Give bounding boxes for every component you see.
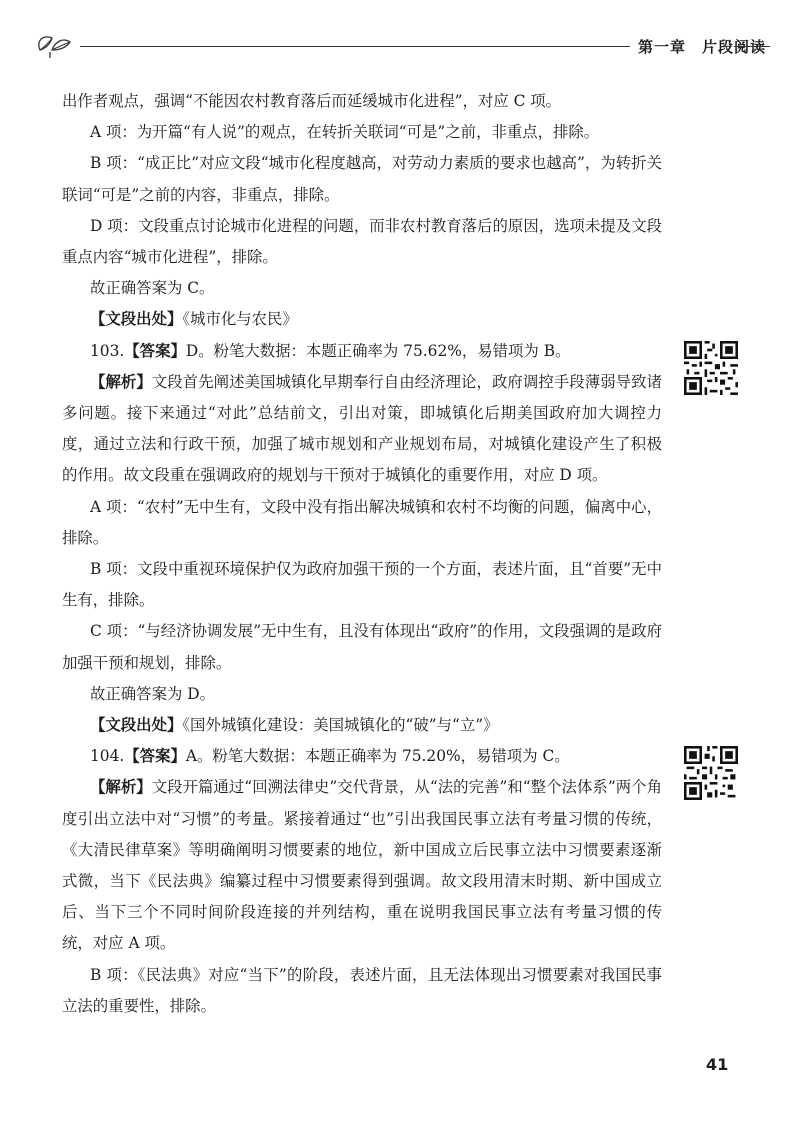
page-body <box>62 86 662 1022</box>
answer-tag: 【答案】 <box>124 747 186 766</box>
paragraph: B 项：文段中重视环境保护仅为政府加强干预的一个方面，表述片面，且“首要”无中生有，排除。 <box>62 560 662 610</box>
paragraph: A 项：为开篇“有人说”的观点，在转折关联词“可是”之前，非重点，排除。 <box>90 123 600 142</box>
source-tag: 【文段出处】 <box>90 310 183 329</box>
answer-tag: 【答案】 <box>124 341 186 360</box>
header-rule-right <box>734 46 770 47</box>
answer-line: 104.【答案】A。粉笔大数据：本题正确率为 75.20%，易错项为 C。 <box>90 747 570 766</box>
paragraph: D 项：文段重点讨论城市化进程的问题，而非农村教育落后的原因，选项未提及文段重点内容“城市化进程”，排除。 <box>62 216 662 267</box>
page-header <box>34 28 770 58</box>
analysis-tag: 【解析】 <box>90 778 152 797</box>
page-number: 41 <box>706 1055 729 1074</box>
analysis-paragraph: 【解析】文段开篇通过“回溯法律史”交代背景，从“法的完善”和“整个法体系”两个角度引出立法中对“习惯”的考量。紧接着通过“也”引出我国民事立法有考量习惯的传统，《大清民律草案》等明确阐明习惯要素的地位，新中国成立后民事立法中习惯要素逐渐式微，当下《民法典》编纂过程中习惯要素得到强调。故文段用清末时期、新中国成立后、当下三个不同时间阶段连接的并列结构，重在说明我国民事立法有考量习惯的传统，对应 A 项。 <box>62 778 662 953</box>
paragraph: C 项：“与经济协调发展”无中生有，且没有体现出“政府”的作用，文段强调的是政府加强干预和规划，排除。 <box>62 622 662 672</box>
paragraph: B 项：《民法典》对应“当下”的阶段，表述片面，且无法体现出习惯要素对我国民事立法的重要性，排除。 <box>62 965 662 1015</box>
answer-line: 103.【答案】D。粉笔大数据：本题正确率为 75.62%，易错项为 B。 <box>90 341 571 360</box>
analysis-tag: 【解析】 <box>90 372 152 391</box>
paragraph: 出作者观点，强调“不能因农村教育落后而延缓城市化进程”，对应 C 项。 <box>62 92 562 110</box>
paragraph: B 项：“成正比”对应文段“城市化程度越高，对劳动力素质的要求也越高”，为转折关联词“可是”之前的内容，非重点，排除。 <box>62 154 662 204</box>
paragraph: 故正确答案为 D。 <box>90 684 215 703</box>
header-rule-left <box>80 46 630 47</box>
leaf-logo-icon <box>34 28 74 58</box>
qr-code-icon[interactable] <box>684 746 738 800</box>
paragraph: 故正确答案为 C。 <box>90 279 215 298</box>
qr-code-icon[interactable] <box>684 341 738 395</box>
question-number: 104. <box>90 747 125 766</box>
source-line: 【文段出处】《国外城镇化建设：美国城镇化的“破”与“立”》 <box>90 716 499 735</box>
question-number: 103. <box>90 341 125 360</box>
section-label: 片段阅读 <box>702 38 767 56</box>
analysis-paragraph: 【解析】文段首先阐述美国城镇化早期奉行自由经济理论，政府调控手段薄弱导致诸多问题。接下来通过“对此”总结前文，引出对策，即城镇化后期美国政府加大调控力度，通过立法和行政干预，加强了城市规划和产业规划布局，对城镇化建设产生了积极的作用。故文段重在强调政府的规划与干预对于城镇化的重要作用，对应 D 项。 <box>62 372 662 485</box>
chapter-label: 第一章 <box>638 38 687 56</box>
source-line: 【文段出处】《城市化与农民》 <box>90 310 298 329</box>
source-tag: 【文段出处】 <box>90 716 183 735</box>
paragraph: A 项：“农村”无中生有，文段中没有指出解决城镇和农村不均衡的问题，偏离中心，排除。 <box>62 497 662 547</box>
